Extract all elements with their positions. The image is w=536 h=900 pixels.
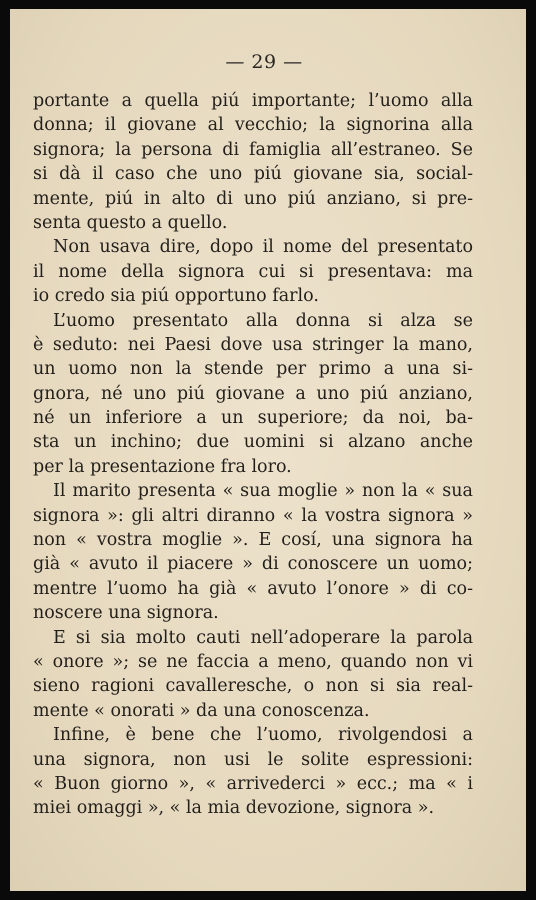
paragraph — [33, 723, 473, 821]
text-line: « onore »; se ne faccia a meno, quando non vi — [33, 651, 473, 672]
text-line: io credo sia piú opportuno farlo. — [33, 286, 319, 307]
text-line: signora; la persona di famiglia all’estraneo. Se — [33, 139, 473, 160]
text-line: senta questo a quello. — [33, 212, 228, 233]
paragraph — [33, 235, 473, 308]
page-number: — 29 — — [225, 51, 303, 73]
text-line: sta un inchino; due uomini si alzano anche — [33, 432, 473, 453]
paragraph — [33, 626, 473, 724]
body-text — [33, 89, 473, 821]
text-line: per la presentazione fra loro. — [33, 456, 292, 477]
text-line: non « vostra moglie ». E cosí, una signora ha — [33, 530, 473, 551]
text-line: gnora, né uno piú giovane a uno piú anziano, — [33, 383, 473, 404]
paragraph — [33, 89, 473, 235]
text-line: già « avuto il piacere » di conoscere un uomo; — [33, 554, 473, 575]
text-line: signora »: gli altri diranno « la vostra signora » — [33, 505, 473, 526]
paragraph — [33, 309, 473, 480]
text-line: miei omaggi », « la mia devozione, signora ». — [33, 798, 435, 819]
text-line: si dà il caso che uno piú giovane sia, social- — [33, 164, 473, 185]
text-line: una signora, non usi le solite espressioni: — [33, 749, 473, 770]
text-line: portante a quella piú importante; l’uomo alla — [33, 91, 473, 111]
text-line: né un inferiore a un superiore; da noi, ba- — [33, 408, 473, 429]
text-line: sieno ragioni cavalleresche, o non si sia real- — [33, 676, 473, 697]
text-line: L’uomo presentato alla donna si alza se — [53, 310, 473, 331]
text-line: Non usava dire, dopo il nome del presentato — [53, 237, 473, 258]
paragraph — [33, 479, 473, 625]
text-line: mente « onorati » da una conoscenza. — [33, 700, 370, 721]
text-line: donna; il giovane al vecchio; la signorina alla — [33, 115, 473, 136]
text-line: E si sia molto cauti nell’adoperare la parola — [53, 627, 473, 648]
text-line: un uomo non la stende per primo a una si- — [33, 359, 473, 380]
text-line: mentre l’uomo ha già « avuto l’onore » di co- — [33, 578, 473, 599]
text-line: noscere una signora. — [33, 603, 219, 624]
text-line: « Buon giorno », « arrivederci » ecc.; ma « i — [33, 773, 473, 794]
text-line: il nome della signora cui si presentava: ma — [33, 261, 473, 282]
book-page — [10, 9, 526, 891]
text-line: mente, piú in alto di uno piú anziano, si pre- — [33, 188, 473, 209]
text-line: Il marito presenta « sua moglie » non la « sua — [53, 481, 473, 502]
text-line: Infine, è bene che l’uomo, rivolgendosi a — [53, 725, 473, 746]
text-line: è seduto: nei Paesi dove usa stringer la mano, — [33, 334, 473, 355]
